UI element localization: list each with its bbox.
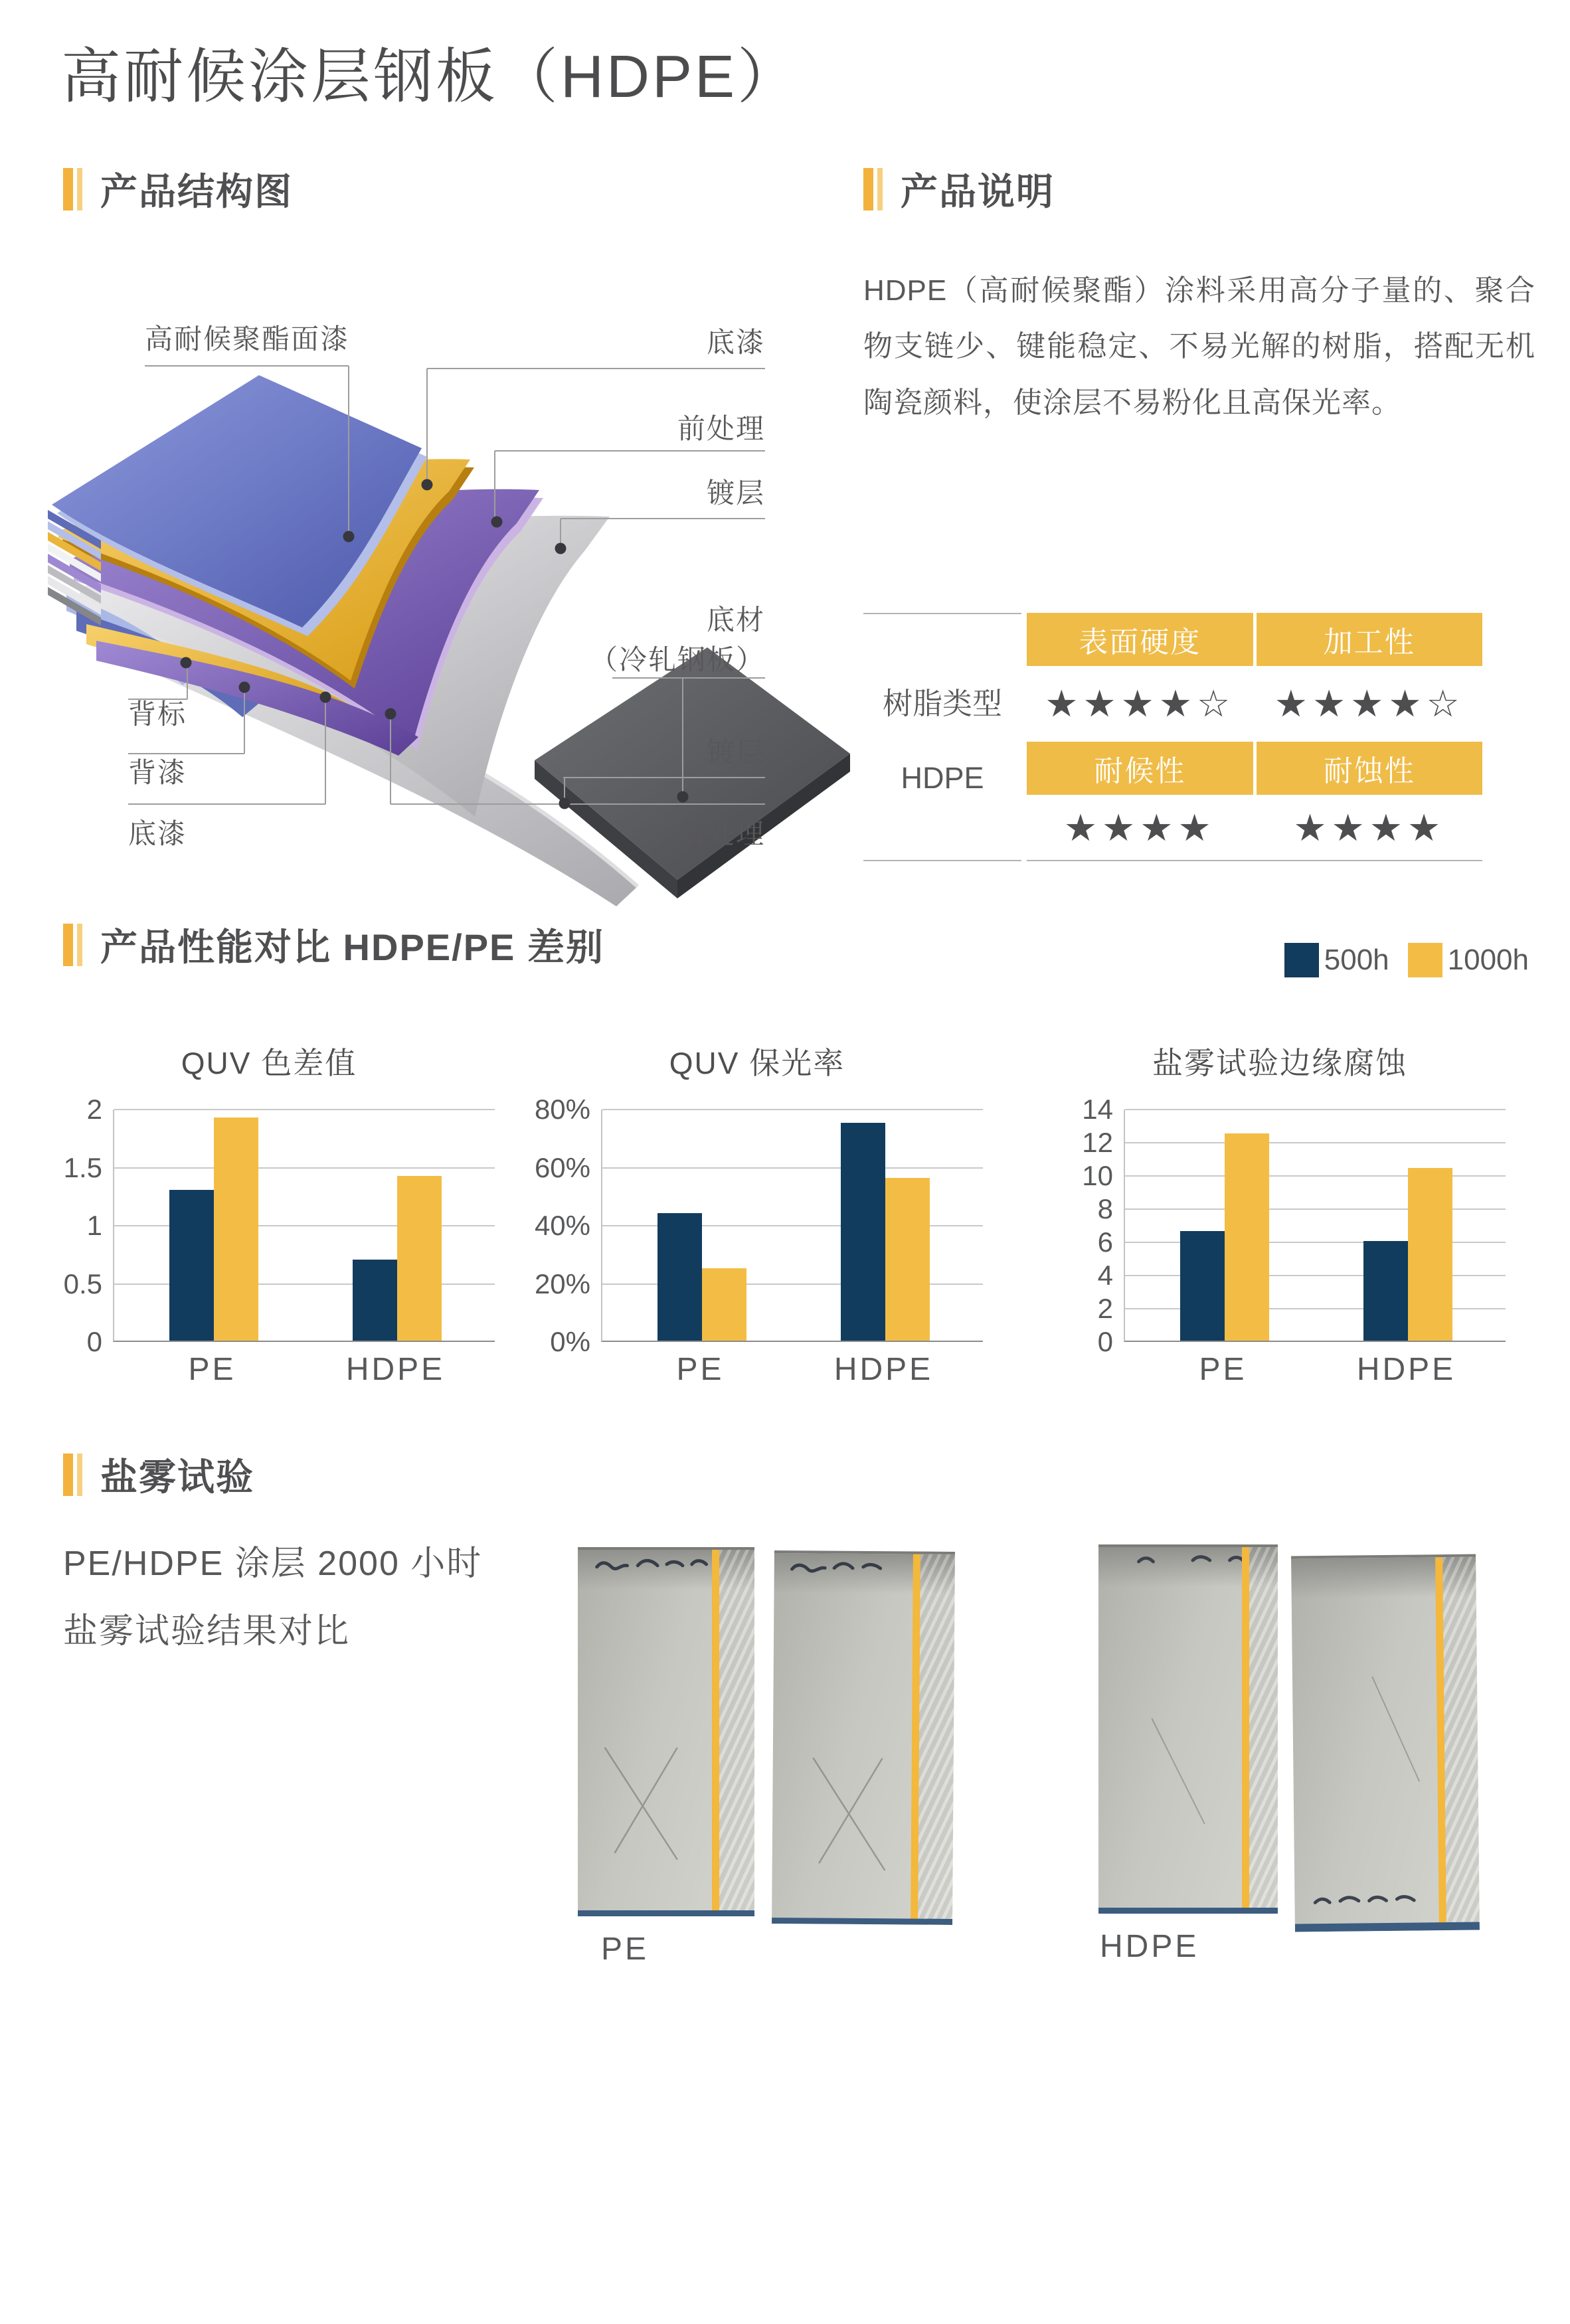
test-panel-pe-1: [578, 1547, 754, 1916]
bar-PE-500h: [169, 1190, 214, 1341]
y-tick-label: 0: [86, 1326, 102, 1357]
y-tick-label: 8: [1097, 1193, 1113, 1224]
rating-header: 耐候性: [1027, 742, 1253, 795]
section-header-description: [863, 166, 1055, 212]
label-substrate: 底材: [706, 604, 765, 635]
bar-HDPE-1000h: [397, 1176, 442, 1341]
y-tick-label: 40%: [534, 1210, 590, 1241]
star-rating: ★★★★☆: [1274, 682, 1464, 726]
chart-quv-color-difference: [40, 1039, 498, 1398]
plot-area: [113, 1110, 495, 1342]
y-tick-label: 2: [86, 1094, 102, 1125]
panel-photo: [578, 1547, 754, 1916]
plot-area: [1124, 1110, 1506, 1342]
crinkle-texture: [719, 1550, 754, 1916]
label-back-paint: 背漆: [128, 757, 187, 788]
y-tick-label: 4: [1097, 1260, 1113, 1291]
x-axis-labels: [113, 1351, 495, 1398]
y-axis-labels: [528, 1094, 601, 1357]
chart-quv-gloss-retention: [528, 1039, 986, 1398]
resin-type-label: 树脂类型: [882, 686, 1002, 720]
label-primer-bottom: 底漆: [128, 818, 187, 849]
photo-group-label-pe: PE: [601, 1932, 650, 1967]
legend-label: 500h: [1324, 944, 1389, 976]
label-pretreat-bottom: 前处理: [677, 818, 765, 849]
y-tick-label: 2: [1097, 1293, 1113, 1324]
bar-HDPE-1000h: [1408, 1168, 1452, 1341]
label-pretreat-top: 前处理: [677, 413, 765, 444]
bar-PE-500h: [1180, 1231, 1225, 1341]
x-tick-label: PE: [676, 1352, 725, 1387]
label-topcoat: 高耐候聚酯面漆: [145, 323, 350, 355]
y-tick-label: 10: [1082, 1160, 1113, 1191]
bar-PE-1000h: [702, 1268, 746, 1341]
bar-PE-1000h: [214, 1118, 258, 1341]
chart-salt-spray-edge-corrosion: [1051, 1039, 1509, 1398]
bar-HDPE-500h: [353, 1260, 397, 1341]
y-tick-label: 20%: [534, 1268, 590, 1299]
product-structure-diagram: [40, 312, 863, 950]
yellow-stripe: [1242, 1547, 1249, 1914]
resin-type-cell: [863, 613, 1021, 861]
y-axis-labels: [1051, 1094, 1124, 1357]
y-axis-labels: [40, 1094, 113, 1357]
test-panel-pe-2: [772, 1550, 955, 1925]
gridline: [602, 1167, 983, 1169]
bar-HDPE-1000h: [885, 1178, 930, 1341]
y-tick-label: 12: [1082, 1127, 1113, 1158]
resin-rating-table: [863, 613, 1482, 861]
label-substrate-sub: （冷轧钢板）: [589, 644, 765, 675]
x-axis-labels: [601, 1351, 983, 1398]
star-rating: ★★★★: [1293, 806, 1446, 850]
x-tick-label: PE: [1199, 1352, 1247, 1387]
legend-swatch-1000h: [1408, 943, 1442, 977]
bar-HDPE-500h: [1363, 1241, 1408, 1341]
gridline: [114, 1167, 495, 1169]
rating-header: 表面硬度: [1027, 613, 1253, 666]
star-rating: ★★★★: [1063, 806, 1216, 850]
x-tick-label: HDPE: [345, 1352, 446, 1387]
x-tick-label: HDPE: [833, 1352, 934, 1387]
chart-title: 盐雾试验边缘腐蚀: [1152, 1046, 1407, 1080]
section-title: 产品结构图: [100, 171, 293, 212]
crinkle-texture: [918, 1554, 955, 1925]
legend-swatch-500h: [1284, 943, 1319, 977]
gridline: [602, 1109, 983, 1110]
gridline: [1125, 1142, 1506, 1143]
y-tick-label: 6: [1097, 1226, 1113, 1258]
gridline: [1125, 1109, 1506, 1110]
star-rating: ★★★★☆: [1045, 682, 1235, 726]
resin-type-value: HDPE: [901, 760, 984, 795]
section-marker-icon: [63, 1453, 86, 1496]
section-header-structure: [63, 166, 293, 212]
panel-photo: [772, 1550, 955, 1925]
panel-blue-edge: [772, 1918, 952, 1925]
x-axis-labels: [1124, 1351, 1506, 1398]
legend-item-500h: [1284, 943, 1389, 977]
y-tick-label: 60%: [534, 1151, 590, 1183]
y-tick-label: 1: [86, 1210, 102, 1241]
panel-photo: [1291, 1554, 1480, 1932]
panel-blue-edge: [1295, 1922, 1480, 1932]
layer-diagram-illustration: [40, 312, 863, 950]
bar-HDPE-500h: [841, 1123, 885, 1341]
yellow-stripe: [712, 1550, 719, 1916]
photo-group-label-hdpe: HDPE: [1100, 1929, 1199, 1964]
legend-item-1000h: [1408, 943, 1529, 977]
y-tick-label: 80%: [534, 1094, 590, 1125]
section-title: 盐雾试验: [100, 1456, 254, 1498]
chart-legend: [1284, 943, 1529, 977]
bar-PE-500h: [657, 1213, 702, 1341]
crinkle-texture: [1249, 1547, 1278, 1914]
section-marker-icon: [863, 168, 886, 210]
y-tick-label: 0%: [550, 1326, 590, 1357]
test-panel-hdpe-2: [1291, 1554, 1480, 1932]
legend-label: 1000h: [1447, 944, 1529, 976]
y-tick-label: 14: [1082, 1094, 1113, 1125]
panel-blue-edge: [578, 1910, 754, 1916]
section-title: 产品性能对比 HDPE/PE 差别: [100, 926, 604, 968]
label-coating-top: 镀层: [706, 477, 765, 509]
label-back-mark: 背标: [128, 699, 187, 730]
section-title: 产品说明: [901, 171, 1055, 212]
y-tick-label: 0.5: [63, 1268, 102, 1299]
bar-PE-1000h: [1225, 1133, 1269, 1341]
crinkle-texture: [1442, 1557, 1480, 1930]
section-marker-icon: [63, 168, 86, 210]
rating-grid: [1027, 613, 1482, 861]
x-tick-label: PE: [188, 1352, 236, 1387]
section-header-comparison: [63, 922, 604, 968]
gridline: [114, 1109, 495, 1110]
panel-blue-edge: [1098, 1908, 1278, 1914]
rating-header: 耐蚀性: [1257, 742, 1483, 795]
chart-title: QUV 色差值: [181, 1046, 357, 1080]
plot-area: [601, 1110, 983, 1342]
product-description-text: HDPE（高耐候聚酯）涂料采用高分子量的、聚合物支链少、键能稳定、不易光解的树脂，搭配无机陶瓷颜料，使涂层不易粉化且高保光率。: [863, 274, 1535, 419]
section-header-salt-spray: [63, 1452, 254, 1498]
chart-title: QUV 保光率: [669, 1046, 845, 1080]
page-title: 高耐候涂层钢板（HDPE）: [61, 44, 800, 110]
rating-header: 加工性: [1257, 613, 1483, 666]
section-marker-icon: [63, 924, 86, 966]
x-tick-label: HDPE: [1356, 1352, 1456, 1387]
y-tick-label: 0: [1097, 1326, 1113, 1357]
panel-photo: [1098, 1544, 1278, 1914]
label-primer-top: 底漆: [706, 327, 765, 358]
y-tick-label: 1.5: [63, 1151, 102, 1183]
test-panel-hdpe-1: [1098, 1544, 1278, 1914]
label-coating-bottom: 镀层: [706, 737, 765, 768]
salt-spray-caption-line2: 盐雾试验结果对比: [63, 1612, 351, 1651]
salt-spray-caption-line1: PE/HDPE 涂层 2000 小时: [63, 1544, 483, 1583]
